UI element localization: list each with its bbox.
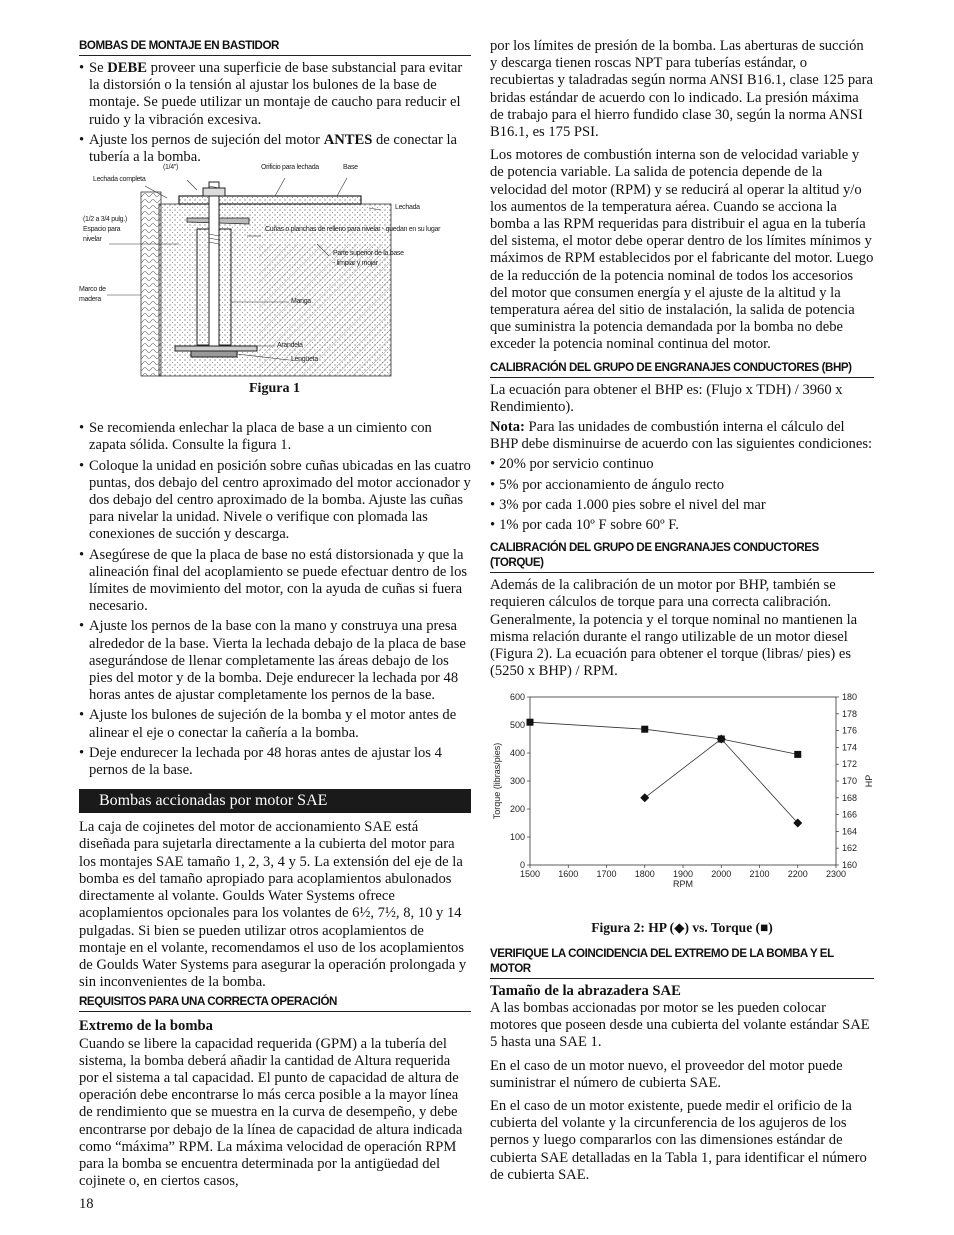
list-item: • Se recomienda enlechar la placa de base a un cimiento con zapata sólida. Consulte la figura 1. xyxy=(79,420,471,454)
section-heading-bhp: CALIBRACIÓN DEL GRUPO DE ENGRANAJES CONDUCTORES (BHP) xyxy=(490,360,874,378)
section-heading-verifique: VERIFIQUE LA COINCIDENCIA DEL EXTREMO DE LA BOMBA Y EL MOTOR xyxy=(490,946,874,979)
section-heading-torque: CALIBRACIÓN DEL GRUPO DE ENGRANAJES CONDUCTORES (TORQUE) xyxy=(490,540,874,573)
figure-2-chart xyxy=(490,691,874,919)
y2-tick-label: 162 xyxy=(842,842,858,853)
bullet-list-1 xyxy=(79,60,471,166)
label-marco-2: madera xyxy=(79,296,101,304)
y2-axis-label: HP xyxy=(864,774,874,787)
y2-tick-label: 176 xyxy=(842,725,858,736)
label-lechada-completa: Lechada completa xyxy=(93,176,146,184)
label-espacio-2: Espacio para xyxy=(83,226,121,234)
y2-tick-label: 180 xyxy=(842,691,858,702)
y2-tick-label: 164 xyxy=(842,825,858,836)
list-item: • 3% por cada 1.000 pies sobre el nivel del mar xyxy=(490,496,766,513)
y2-tick-label: 168 xyxy=(842,792,858,803)
list-item: • Ajuste los pernos de la base con la mano y construya una presa alrededor de la base. Vierta la lechada debajo de la placa de base asegurándose de llenar completamente las áreas debajo de los pies del motor y de la bomba. Deje endurecer la lechada por 48 horas antes de ajustar completamente los pernos de la base. xyxy=(79,618,471,704)
x-tick-label: 2200 xyxy=(787,868,808,879)
y-tick-label: 300 xyxy=(509,775,525,786)
y-axis-label: Torque (libras/pies) xyxy=(492,742,502,819)
y2-tick-label: 174 xyxy=(842,741,858,752)
paragraph-motores: Los motores de combustión interna son de velocidad variable y de potencia variable. La salida de potencia depende de la velocidad del motor (RPM) y se reducirá al operar la altitud y/o los aumentos de la temperatura aérea. Cuando se acciona la bomba a las RPM requeridas para distribuir el agua en la tubería del sistema, el motor debe operar dentro de los límites mínimos y máximos de RPM establecidos por el fabricante del motor. Luego de la reducción de la potencia nominal de todos los accesorios del motor que consumen energía y el ajuste de la altitud y la temperatura aérea del sitio de instalación, la salida de potencia que suministra la potencia demandada por la bomba no debe exceder la potencia nominal continua del motor. xyxy=(490,147,874,353)
y-tick-label: 400 xyxy=(509,747,525,758)
data-point-torque xyxy=(641,725,648,732)
label-parte-superior-2: - limpiar y mojar xyxy=(333,260,378,268)
list-item: • Coloque la unidad en posición sobre cuñas ubicadas en las cuatro puntas, dos debajo del centro aproximado del motor accionador y dos debajo del centro aproximado de la bomba. Ajuste las cuñas para nivelar la unidad. Nivele o verifique con plomada las conexiones de succión y descarga. xyxy=(79,458,471,544)
paragraph-sae: La caja de cojinetes del motor de accionamiento SAE está diseñada para sujetarla directamente a la cubierta del motor para los montajes SAE tamaño 1, 2, 3, 4 y 5. La extensión del eje de la bomba es del tamaño apropiado para acoplamientos abulonados directamente al volante. Goulds Water Systems ofrece acoplamientos opcionales para los volantes de 6½, 7½, 8, 10 y 14 pulgadas. Si bien se pueden utilizar otros acoplamientos de montaje en el volante, recomendamos el uso de los acoplamientos de Goulds Water Systems para asegurar la operación prolongada y sin inconvenientes de la bomba. xyxy=(79,819,467,991)
series-line-hp xyxy=(645,739,798,823)
label-marco-1: Marco de xyxy=(79,286,106,294)
paragraph-bhp-equation: La ecuación para obtener el BHP es: (Flujo x TDH) / 3960 x Rendimiento). xyxy=(490,381,843,415)
x-tick-label: 1600 xyxy=(558,868,579,879)
list-item: • 5% por accionamiento de ángulo recto xyxy=(490,476,725,493)
left-column xyxy=(79,38,471,1193)
label-espacio-1: (1/2 a 3/4 pulg.) xyxy=(83,216,127,224)
y2-tick-label: 160 xyxy=(842,859,858,870)
subheading-tamano: Tamaño de la abrazadera SAE xyxy=(490,982,681,999)
label-base: Base xyxy=(343,164,358,172)
y-tick-label: 500 xyxy=(509,719,525,730)
plot-frame xyxy=(530,697,836,865)
y-tick-label: 200 xyxy=(509,803,525,814)
y2-tick-label: 172 xyxy=(842,758,858,769)
label-lechada: Lechada xyxy=(395,204,420,212)
section-band-sae: Bombas accionadas por motor SAE xyxy=(79,789,471,813)
chart-svg xyxy=(490,691,874,919)
x-tick-label: 1800 xyxy=(634,868,655,879)
y2-tick-label: 166 xyxy=(842,809,858,820)
x-tick-label: 1700 xyxy=(596,868,617,879)
right-column xyxy=(490,38,874,1187)
paragraph-motor-nuevo: En el caso de un motor nuevo, el proveedor del motor puede suministrar el número de cubierta SAE. xyxy=(490,1057,843,1091)
x-tick-label: 2300 xyxy=(825,868,847,879)
section-heading-bombas-montaje: BOMBAS DE MONTAJE EN BASTIDOR xyxy=(79,38,471,56)
list-item: • 20% por servicio continuo xyxy=(490,456,654,473)
label-cunas: Cuñas o planchas de relleno para nivelar - quedan en su lugar xyxy=(265,226,441,234)
paragraph-torque: Además de la calibración de un motor por BHP, también se requieren cálculos de torque para una correcta calibración. Generalmente, la potencia y el torque nominal no mantienen la misma relación durante el rango utilizable de un motor diesel (Figura 2). La ecuación para obtener el torque (libras/ pies) es (5250 x BHP) / RPM. xyxy=(490,577,858,680)
paragraph-extremo: Cuando se libere la capacidad requerida (GPM) a la tubería del sistema, la bomba deberá añadir la cantidad de Altura requerida por el sistema a tal capacidad. El punto de capacidad de altura de operación debe encontrarse lo más cerca posible a la mayor línea de rendimiento que se muestra en la curva de desempeño, y debe encontrarse por debajo de la línea de capacidad de altura indicada como “máxima” RPM. La máxima velocidad de operación RPM para la bomba se encuentra determinada por la antigüedad del cojinete o, en ciertos casos, xyxy=(79,1035,463,1190)
bhp-list xyxy=(490,456,874,534)
x-axis-label: RPM xyxy=(673,878,693,889)
list-item: • 1% por cada 10º F sobre 60º F. xyxy=(490,517,679,534)
label-espacio-3: nivelar xyxy=(83,236,102,244)
x-tick-label: 1900 xyxy=(672,868,694,879)
y2-tick-label: 178 xyxy=(842,708,858,719)
series-line-torque xyxy=(530,722,798,754)
y-tick-label: 100 xyxy=(509,831,525,842)
label-parte-superior-1: Parte superior de la base xyxy=(333,250,404,258)
section-heading-requisitos: REQUISITOS PARA UNA CORRECTA OPERACIÓN xyxy=(79,994,471,1012)
label-lenguita: Lengüeta xyxy=(291,356,318,364)
subheading-extremo: Extremo de la bomba xyxy=(79,1018,213,1035)
x-tick-label: 2000 xyxy=(711,868,732,879)
data-point-torque xyxy=(794,750,801,757)
y-tick-label: 600 xyxy=(509,691,525,702)
label-quarter-inch: (1/4") xyxy=(163,164,179,172)
label-orificio-lechada: Orificio para lechada xyxy=(261,164,319,172)
y2-tick-label: 170 xyxy=(842,775,858,786)
paragraph-tamano: A las bombas accionadas por motor se les pueden colocar motores que poseen desde una cubierta del volante estándar SAE 5 hasta una SAE 1. xyxy=(490,999,870,1051)
list-item: • Asegúrese de que la placa de base no está distorsionada y que la alineación final del acoplamiento se puede efectuar dentro de los límites de movimiento del motor, con la ayuda de cuñas si fuera necesario. xyxy=(79,547,471,616)
list-item: • Deje endurecer la lechada por 48 horas antes de ajustar los 4 pernos de la base. xyxy=(79,745,471,779)
x-tick-label: 1500 xyxy=(519,868,541,879)
page-number: 18 xyxy=(79,1196,94,1212)
figure-1-grout-diagram xyxy=(79,164,471,400)
figure-1-caption: Figura 1 xyxy=(249,381,300,397)
list-item: • Se DEBE proveer una superficie de base substancial para evitar la distorsión o la tensión al ajustar los bulones de la base de montaje. Se puede utilizar un montaje de caucho para reducir el ruido y la vibración excesiva. xyxy=(79,60,471,129)
label-manga: Manga xyxy=(291,298,311,306)
list-item: • Ajuste los pernos de sujeción del motor ANTES de conectar la tubería a la bomba. xyxy=(79,132,471,166)
list-item: • Ajuste los bulones de sujeción de la bomba y el motor antes de alinear el eje o conectar la cañería a la bomba. xyxy=(79,707,471,741)
paragraph-motor-existente: En el caso de un motor existente, puede medir el orificio de la cubierta del volante y la circunferencia de los agujeros de los pernos y luego compararlos con las dimensiones estándar de cubierta SAE detalladas en la Tabla 1, para identificar el número de cubierta SAE. xyxy=(490,1097,867,1183)
data-point-torque xyxy=(527,718,534,725)
label-arandela: Arandela xyxy=(277,342,303,350)
bullet-list-2 xyxy=(79,420,471,779)
figure-2-caption: Figura 2: HP (◆) vs. Torque (■) xyxy=(591,919,773,935)
x-tick-label: 2100 xyxy=(749,868,770,879)
paragraph-continuation: por los límites de presión de la bomba. Las aberturas de succión y descarga tienen roscas NPT para tuberías estándar, o recubiertas y taladradas según norma ANSI B16.1, clase 125 para bridas estándar de acuerdo con lo indicado. La presión máxima de trabajo para el hierro fundido clase 30, según la norma ANSI B16.1, es 175 PSI. xyxy=(490,38,873,141)
data-point-hp xyxy=(640,793,649,802)
y-tick-label: 0 xyxy=(519,859,525,870)
paragraph-nota: Nota: Para las unidades de combustión interna el cálculo del BHP debe disminuirse de acuerdo con las siguientes condiciones: xyxy=(490,419,873,453)
